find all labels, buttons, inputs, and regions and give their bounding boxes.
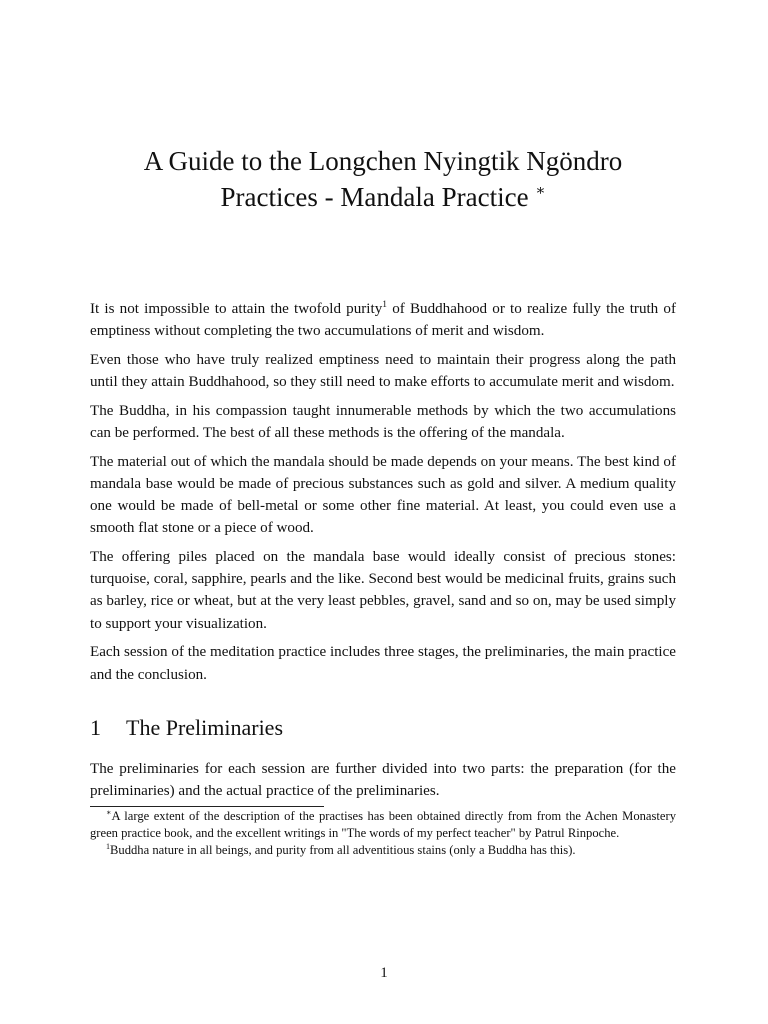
footnote-star-mark: ∗	[106, 808, 112, 817]
title-line-1: A Guide to the Longchen Nyingtik Ngöndro	[143, 146, 623, 176]
footnote-1-text: Buddha nature in all beings, and purity from all adventitious stains (only a Buddha has this).	[110, 843, 576, 858]
footnote-1	[90, 842, 676, 859]
section-paragraph: The preliminaries for each session are further divided into two parts: the preparation (for the preliminaries) and the actual practice of the preliminaries.	[90, 761, 676, 800]
footnote-star	[90, 808, 676, 842]
paragraph-2: Even those who have truly realized emptiness need to maintain their progress along the path until they attain Buddhahood, so they still need to make efforts to accumulate merit and wisdom.	[90, 351, 676, 391]
section-title: The Preliminaries	[126, 715, 284, 740]
paragraph-1-start: It is not impossible to attain the twofold purity	[90, 301, 383, 317]
paragraph-5: The offering piles placed on the mandala base would ideally consist of precious stones: turquoise, coral, sapphire, pearls and the like. Second best would be medicinal fruits, grains such as barley, rice or wheat, but at the very least pebbles, gravel, sand and so on, may be used simply to support your visualization.	[90, 549, 676, 632]
body-text	[90, 298, 676, 692]
title-line-2: Practices - Mandala Practice	[220, 182, 529, 212]
paragraph-1-end: of Buddhahood or to realize fully the truth of emptiness without completing the two accumulations of merit and wisdom.	[90, 301, 676, 340]
footnote-1-mark: 1	[106, 842, 110, 852]
document-title	[90, 143, 676, 215]
paragraph-3: The Buddha, in his compassion taught innumerable methods by which the two accumulations can be performed. The best of all these methods is the offering of the mandala.	[90, 402, 676, 442]
footnote-star-text: A large extent of the description of the practises has been obtained directly from from the Achen Monastery green practice book, and the excellent writings in "The words of my perfect teacher" by Patrul Rinpoche.	[90, 809, 676, 841]
footnotes	[90, 808, 676, 860]
section-number: 1	[90, 715, 101, 740]
paragraph-1	[90, 298, 676, 342]
footnote-divider	[90, 806, 324, 807]
paragraph-4: The material out of which the mandala should be made depends on your means. The best kind of mandala base would be made of precious substances such as gold and silver. A medium quality one would be made of bell-metal or some other fine material. At least, you could even use a smooth flat stone or a piece of wood.	[90, 453, 676, 537]
footnote-ref-1[interactable]: 1	[382, 300, 387, 310]
paragraph-6: Each session of the meditation practice includes three stages, the preliminaries, the main practice and the conclusion.	[90, 644, 676, 683]
section-heading	[90, 714, 283, 742]
page-number: 1	[380, 965, 388, 981]
title-footnote-mark: ∗	[535, 183, 546, 199]
